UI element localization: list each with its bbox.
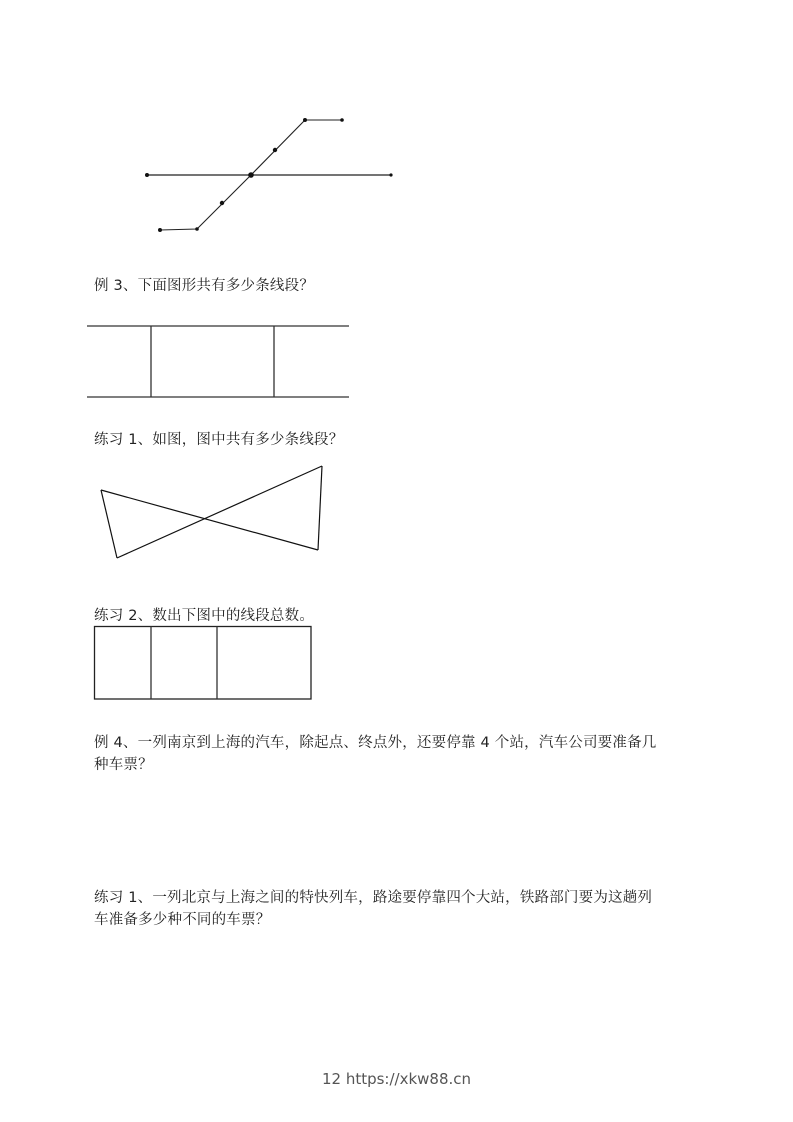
question-example-4-line-1: 例 4、一列南京到上海的汽车，除起点、终点外，还要停靠 4 个站，汽车公司要准备几 (94, 735, 657, 751)
question-exercise-1b-line-1: 练习 1、一列北京与上海之间的特快列车，路途要停靠四个大站，铁路部门要为这趟列 (94, 890, 653, 906)
footer-text: 12 https://xkw88.cn (321, 1070, 472, 1088)
question-exercise-1b-line-2: 车准备多少种不同的车票？ (94, 912, 271, 928)
question-example-3: 例 3、下面图形共有多少条线段？ (94, 278, 315, 294)
page-footer (0, 1070, 793, 1088)
question-example-4-line-2: 种车票？ (94, 757, 153, 773)
question-exercise-2: 练习 2、数出下图中的线段总数。 (94, 608, 315, 624)
outer-rectangle (95, 627, 312, 700)
question-exercise-1a: 练习 1、如图，图中共有多少条线段？ (94, 432, 344, 448)
